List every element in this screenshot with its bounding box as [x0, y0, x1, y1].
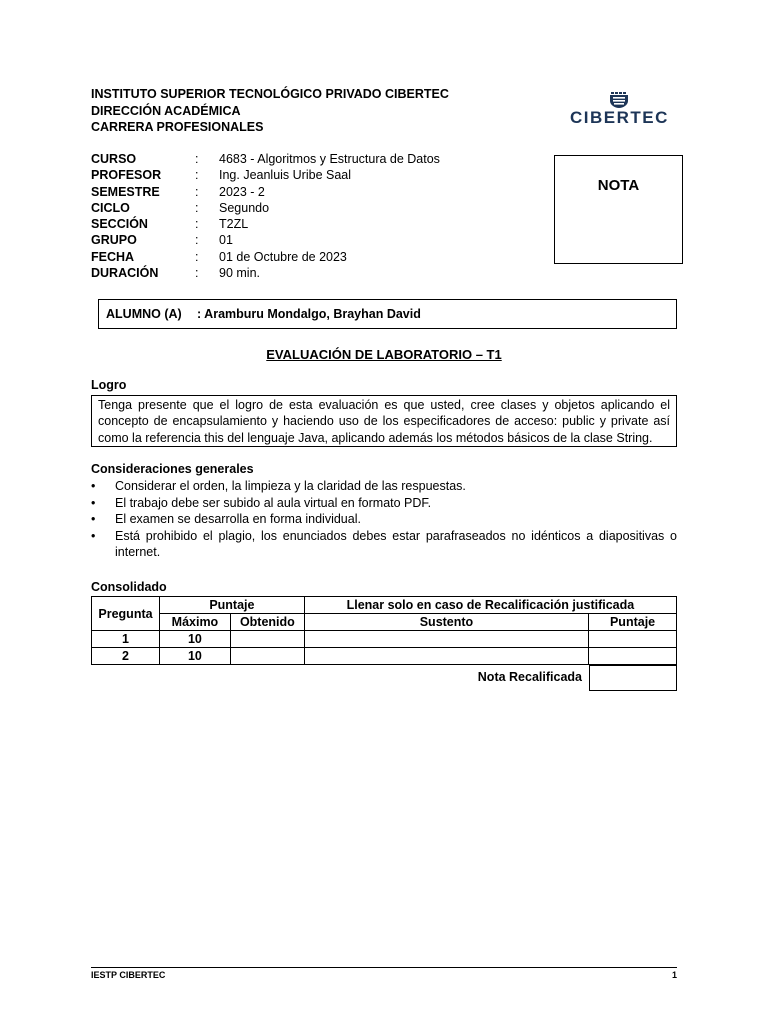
grade-label: NOTA	[597, 177, 640, 194]
cell-maximo: 10	[159, 648, 230, 665]
cell-obtenido[interactable]	[230, 631, 304, 648]
institution-header	[91, 86, 449, 136]
footer-divider	[91, 967, 677, 968]
cell-pregunta: 1	[92, 631, 160, 648]
logro-heading: Logro	[91, 378, 127, 392]
cell-sustento[interactable]	[304, 648, 588, 665]
student-box	[98, 299, 677, 329]
bullet-icon: •	[91, 495, 96, 510]
cell-pregunta: 2	[92, 648, 160, 665]
direction-name: DIRECCIÓN ACADÉMICA	[91, 103, 241, 118]
bullet-icon: •	[91, 479, 96, 493]
consolidated-heading: Consolidado	[91, 580, 167, 594]
cibertec-logo	[570, 92, 670, 128]
col-puntaje: Puntaje	[159, 597, 304, 614]
logro-text: Tenga presente que el logro de esta evaluación es que usted, cree clases y objetos aplicando el concepto de encapsulamiento y haciendo uso de los especificadores de acceso: public y private así como la referencia this del lenguaje Java, aplicando además los métodos básicos de la clase String.	[98, 398, 670, 445]
col-sustento: Sustento	[304, 614, 588, 631]
col-recalificacion: Llenar solo en caso de Recalificación justificada	[304, 597, 676, 614]
table-row	[92, 648, 677, 665]
page-number: 1	[671, 970, 677, 980]
info-row-seccion: SECCIÓN : T2ZL	[91, 217, 249, 232]
col-maximo: Máximo	[159, 614, 230, 631]
list-item: • El examen se desarrolla en forma individual.	[91, 512, 361, 526]
grade-box[interactable]	[554, 155, 683, 264]
cell-puntaje[interactable]	[589, 648, 677, 665]
info-row-curso: CURSO : 4683 - Algoritmos y Estructura de Datos	[91, 152, 440, 166]
cell-puntaje[interactable]	[589, 631, 677, 648]
career-name: CARRERA PROFESIONALES	[91, 120, 264, 134]
info-row-duracion: DURACIÓN : 90 min.	[91, 266, 260, 281]
student-label: ALUMNO (A)	[106, 307, 182, 321]
cell-sustento[interactable]	[304, 631, 588, 648]
info-row-semestre: SEMESTRE : 2023 - 2	[91, 184, 265, 199]
bullet-icon: •	[91, 528, 96, 543]
col-puntaje-recal: Puntaje	[589, 614, 677, 631]
table-row	[92, 631, 677, 648]
info-row-grupo: GRUPO : 01	[91, 233, 233, 248]
cell-obtenido[interactable]	[230, 648, 304, 665]
institution-name: INSTITUTO SUPERIOR TECNOLÓGICO PRIVADO CIBERTEC	[91, 87, 449, 101]
list-item: • Considerar el orden, la limpieza y la claridad de las respuestas.	[91, 479, 466, 493]
list-item: • Está prohibido el plagio, los enunciados debes estar parafraseados no idénticos a diapositivas o internet.	[91, 528, 677, 559]
info-row-ciclo: CICLO : Segundo	[91, 200, 270, 215]
recalified-grade-box[interactable]	[589, 665, 677, 691]
document-title: EVALUACIÓN DE LABORATORIO – T1	[266, 347, 502, 362]
cibertec-shield-icon	[570, 92, 670, 108]
col-pregunta: Pregunta	[92, 597, 160, 631]
table-header-row	[92, 597, 677, 614]
bullet-icon: •	[91, 512, 96, 526]
considerations-heading: Consideraciones generales	[91, 462, 254, 476]
info-row-fecha: FECHA : 01 de Octubre de 2023	[91, 249, 347, 264]
recalified-grade-label: Nota Recalificada	[477, 670, 582, 684]
list-item: • El trabajo debe ser subido al aula virtual en formato PDF.	[91, 495, 432, 510]
table-subheader-row	[92, 614, 677, 631]
considerations-list	[91, 478, 677, 561]
consolidated-table	[91, 596, 677, 665]
cell-maximo: 10	[159, 631, 230, 648]
footer-label: IESTP CIBERTEC	[91, 970, 166, 980]
course-info	[91, 151, 440, 281]
student-name: : Aramburu Mondalgo, Brayhan David	[197, 307, 421, 321]
logro-box	[91, 395, 677, 447]
col-obtenido: Obtenido	[230, 614, 304, 631]
info-row-profesor: PROFESOR : Ing. Jeanluis Uribe Saal	[91, 168, 352, 183]
logo-text: CIBERTEC	[570, 108, 669, 127]
